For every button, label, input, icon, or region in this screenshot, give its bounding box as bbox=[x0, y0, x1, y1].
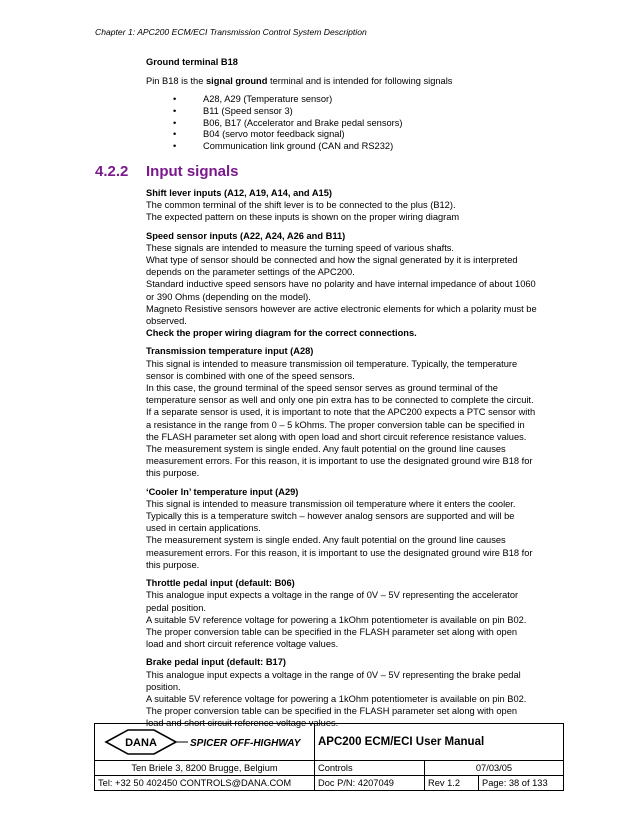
brake-title: Brake pedal input (default: B17) bbox=[146, 657, 286, 668]
shift-line: The common terminal of the shift lever is to be connected to the plus (B12). bbox=[146, 200, 456, 211]
speed-line: Standard inductive speed sensors have no polarity and have internal impedance of about 1060 bbox=[146, 279, 536, 290]
trans-temp-line: temperature sensor as well and only one pin extra has to be connected to complete the circuit. bbox=[146, 395, 534, 406]
speed-line: depends on the parameter settings of the APC200. bbox=[146, 267, 355, 278]
b18-intro bbox=[146, 75, 566, 87]
logo-brand: DANA bbox=[125, 737, 157, 749]
b18-title: Ground terminal B18 bbox=[146, 57, 238, 67]
throttle-line: The proper conversion table can be specified in the FLASH parameter set along with open bbox=[146, 626, 518, 637]
brake-line: load and short circuit reference voltage values. bbox=[146, 718, 339, 729]
trans-temp-line: If a separate sensor is used, it is important to note that the APC200 expects a PTC sensor with bbox=[146, 407, 536, 418]
footer-dept: Controls bbox=[315, 761, 425, 776]
section-heading bbox=[95, 163, 239, 180]
trans-temp-line: The measurement system is single ended. Any fault potential on the ground line causes bbox=[146, 444, 506, 455]
shift-line: The expected pattern on these inputs is shown on the proper wiring diagram bbox=[146, 212, 460, 223]
trans-temp-line: the FLASH parameter set along with open load and short circuit reference resistance values. bbox=[146, 431, 527, 442]
throttle-line: This analogue input expects a voltage in the range of 0V – 5V representing the accelerator bbox=[146, 590, 519, 601]
throttle-line: pedal position. bbox=[146, 602, 206, 613]
b18-intro-post: terminal and is intended for following signals bbox=[267, 76, 453, 87]
speed-line: or 390 Ohms (depending on the model). bbox=[146, 291, 311, 302]
trans-temp-line: measurement errors. For this reason, it is important to use the designated ground wire B18 for bbox=[146, 456, 533, 467]
brake-line: This analogue input expects a voltage in the range of 0V – 5V representing the brake pedal bbox=[146, 669, 521, 680]
speed-title: Speed sensor inputs (A22, A24, A26 and B11) bbox=[146, 230, 346, 241]
section-title: Input signals bbox=[146, 163, 239, 180]
cooler-line: The measurement system is single ended. Any fault potential on the ground line causes bbox=[146, 535, 506, 546]
cooler-line: Typically this is a temperature switch – however analog sensors are supported and will be bbox=[146, 511, 515, 522]
cooler-line: measurement errors. For this reason, it is important to use the designated ground wire B18 for bbox=[146, 547, 533, 558]
footer-date: 07/03/05 bbox=[425, 761, 564, 776]
list-item: • B11 (Speed sensor 3) bbox=[146, 106, 566, 118]
throttle-line: load and short circuit reference voltage values. bbox=[146, 639, 339, 650]
footer-rev: Rev 1.2 bbox=[425, 776, 479, 791]
trans-temp-line: this purpose. bbox=[146, 468, 200, 479]
footer-logo-cell bbox=[95, 724, 315, 761]
trans-temp-line: a resistance in the range from 0 – 5 kOhms. The proper conversion table can be specified in bbox=[146, 419, 525, 430]
speed-line: Magneto Resistive sensors however are active electronic elements for which a polarity must be bbox=[146, 303, 537, 314]
throttle-title: Throttle pedal input (default: B06) bbox=[146, 578, 295, 589]
b18-block bbox=[146, 56, 566, 152]
page-header: Chapter 1: APC200 ECM/ECI Transmission Control System Description bbox=[95, 27, 367, 37]
list-item: • B06, B17 (Accelerator and Brake pedal sensors) bbox=[146, 118, 566, 130]
trans-temp-title: Transmission temperature input (A28) bbox=[146, 346, 314, 357]
footer-doc-pn: Doc P/N: 4207049 bbox=[315, 776, 425, 791]
trans-temp-line: sensor is combined with one of the speed sensors. bbox=[146, 370, 355, 381]
dana-logo bbox=[104, 726, 304, 758]
b18-intro-bold: signal ground bbox=[205, 76, 268, 87]
section-number: 4.2.2 bbox=[95, 163, 129, 180]
cooler-line: This signal is intended to measure transmission oil temperature where it enters the cooler. bbox=[146, 498, 516, 509]
shift-title: Shift lever inputs (A12, A19, A14, and A15) bbox=[146, 188, 332, 198]
list-item: • B04 (servo motor feedback signal) bbox=[146, 129, 566, 141]
speed-line: observed. bbox=[146, 316, 187, 327]
list-item: • A28, A29 (Temperature sensor) bbox=[146, 94, 566, 106]
b18-intro-pre: Pin B18 is the bbox=[146, 76, 206, 87]
speed-warning: Check the proper wiring diagram for the correct connections. bbox=[146, 328, 417, 339]
cooler-line: this purpose. bbox=[146, 559, 200, 570]
speed-line: What type of sensor should be connected and how the signal generated by it is interpreted bbox=[146, 255, 518, 266]
cooler-line: used in certain applications. bbox=[146, 523, 261, 534]
footer-page: Page: 38 of 133 bbox=[479, 776, 564, 791]
throttle-line: A suitable 5V reference voltage for powering a 1kOhm potentiometer is available on pin B02. bbox=[146, 614, 527, 625]
trans-temp-line: In this case, the ground terminal of the speed sensor serves as ground terminal of the bbox=[146, 383, 498, 394]
footer-address: Ten Briele 3, 8200 Brugge, Belgium bbox=[95, 761, 315, 776]
footer-contact: Tel: +32 50 402450 CONTROLS@DANA.COM bbox=[95, 776, 315, 791]
footer-table bbox=[94, 723, 564, 791]
trans-temp-line: This signal is intended to measure transmission oil temperature. Typically, the temperature bbox=[146, 358, 518, 369]
speed-line: These signals are intended to measure the turning speed of various shafts. bbox=[146, 242, 455, 253]
brake-line: position. bbox=[146, 681, 181, 692]
cooler-title: ‘Cooler In’ temperature input (A29) bbox=[146, 486, 299, 497]
b18-signal-list bbox=[146, 94, 566, 152]
brake-line: A suitable 5V reference voltage for powering a 1kOhm potentiometer is available on pin B02. bbox=[146, 693, 527, 704]
list-item: • Communication link ground (CAN and RS232) bbox=[146, 141, 566, 153]
manual-title: APC200 ECM/ECI User Manual bbox=[315, 724, 564, 761]
brake-line: The proper conversion table can be specified in the FLASH parameter set along with open bbox=[146, 706, 518, 717]
logo-tagline: SPICER OFF-HIGHWAY bbox=[190, 738, 301, 749]
input-signals-body bbox=[146, 184, 566, 730]
